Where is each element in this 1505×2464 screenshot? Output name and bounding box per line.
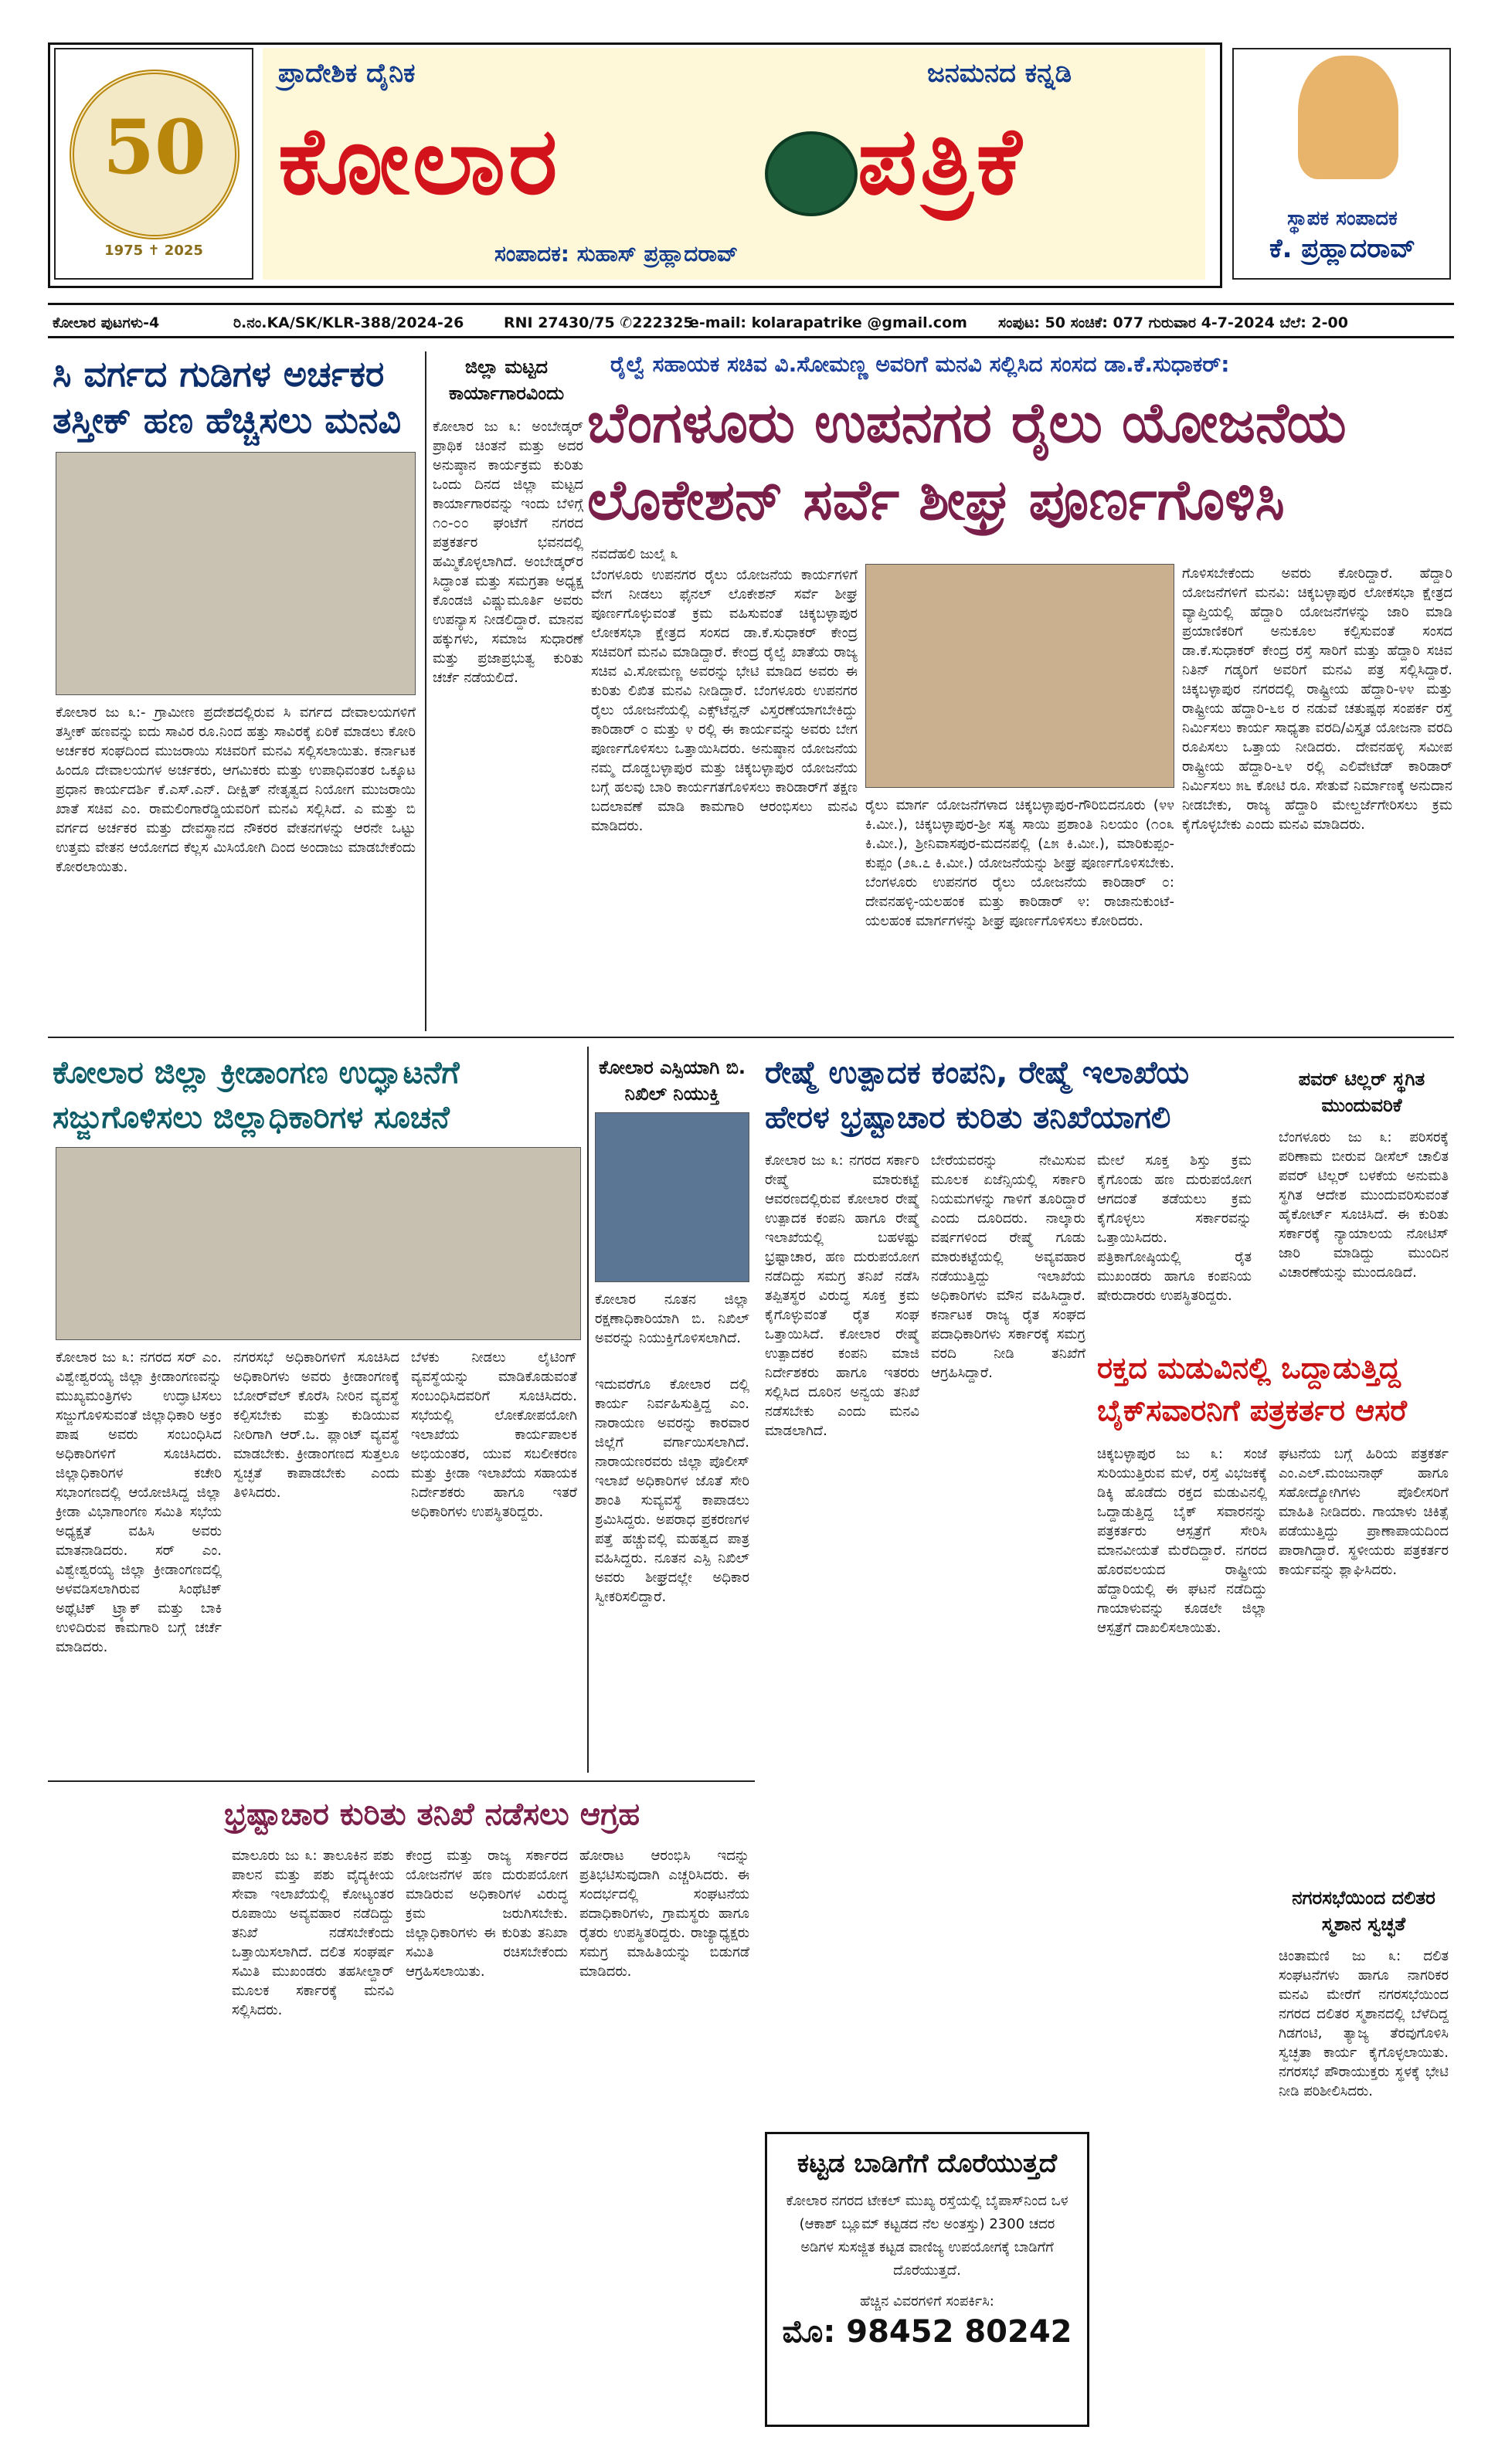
corruption-headline: ಭ್ರಷ್ಟಾಚಾರ ಕುರಿತು ತನಿಖೆ ನಡೆಸಲು ಆಗ್ರಹ [224, 1797, 640, 1832]
lead-body-col1: ಬೆಂಗಳೂರು ಉಪನಗರ ರೈಲು ಯೋಜನೆಯ ಕಾರ್ಯಗಳಿಗೆ ವೇಗ ನೀಡಲು ಫೈನಲ್ ಲೊಕೇಶನ್ ಸರ್ವೆ ಶೀಘ್ರ ಪೂರ್ಣಗೊಳ್ಳುವಂತೆ ಕ್ರಮ ವಹಿಸುವಂತೆ ಚಿಕ್ಕಬಳ್ಳಾಪುರ ಲೋಕಸಭಾ ಕ್ಷೇತ್ರದ ಸಂಸದ ಡಾ.ಕೆ.ಸುಧಾಕರ್ ಕೇಂದ್ರ ಸಚಿವರಿಗೆ ಮನವಿ ಮಾಡಿದ್ದಾರೆ. ಕೇಂದ್ರ ರೈಲ್ವೆ ಖಾತೆಯ ರಾಜ್ಯ ಸಚಿವ ವಿ.ಸೋಮಣ್ಣ ಅವರನ್ನು ಭೇಟಿ ಮಾಡಿದ ಅವರು ಈ ಕುರಿತು ಲಿಖಿತ ಮನವಿ ನೀಡಿದ್ದಾರೆ. ಬೆಂಗಳೂರು ಉಪನಗರ ರೈಲು ಯೋಜನೆಯಲ್ಲಿ ಎಕ್ಸ್‌ಟೆನ್ಷನ್ ವಿಸ್ತರಣೆಯಾಗಬೇಕಿದ್ದು ಕಾರಿಡಾರ್ ೦ ಮತ್ತು ೪ ರಲ್ಲಿ ಈ ಕಾರ್ಯವನ್ನು ಅವರು ಬೇಗ ಪೂರ್ಣಗೊಳಿಸಲು ಒತ್ತಾಯಿಸಿದರು. ಅನುಷ್ಠಾನ ಯೋಜನೆಯ ನಮ್ಮ ದೊಡ್ಡಬಳ್ಳಾಪುರ ಮತ್ತು ಚಿಕ್ಕಬಳ್ಳಾಪುರ ಯೋಜನೆಯ ಬಗ್ಗೆ ಹಲವು ಬಾರಿ ಕಾರ್ಯಗತಗೊಳಿಸಲು ಕಾರಿಡಾರ್‌ಗೆ ತಕ್ಷಣ ಬದಲಾವಣೆ ಮಾಡಿ ಕಾಮಗಾರಿ ಆರಂಭಿಸಲು ಮನವಿ ಮಾಡಿದರು. [591, 567, 858, 834]
jubilee-number: 50 [103, 104, 206, 191]
lead-photo [865, 564, 1174, 788]
ad-title: ಕಟ್ಟಡ ಬಾಡಿಗೆಗೆ ದೊರೆಯುತ್ತದೆ [797, 2148, 1058, 2179]
krida-body-col3: ಬೆಳಕು ನೀಡಲು ಲೈಟಿಂಗ್ ವ್ಯವಸ್ಥೆಯನ್ನು ಮಾಡಿಕೊಡುವಂತೆ ಸಂಬಂಧಿಸಿದವರಿಗೆ ಸೂಚಿಸಿದರು. ಸಭೆಯಲ್ಲಿ ಲೋಕೋಪಯೋಗಿ ಇಲಾಖೆಯ ಕಾರ್ಯಪಾಲಕ ಅಭಿಯಂತರ, ಯುವ ಸಬಲೀಕರಣ ಮತ್ತು ಕ್ರೀಡಾ ಇಲಾಖೆಯ ಸಹಾಯಕ ನಿರ್ದೇಶಕರು ಹಾಗೂ ಇತರೆ ಅಧಿಕಾರಿಗಳು ಉಪಸ್ಥಿತರಿದ್ದರು. [411, 1349, 577, 1520]
archaka-body: ಕೋಲಾರ ಜು ೩:- ಗ್ರಾಮೀಣ ಪ್ರದೇಶದಲ್ಲಿರುವ ಸಿ ವರ್ಗದ ದೇವಾಲಯಗಳಿಗೆ ತಸ್ತೀಕ್ ಹಣವನ್ನು ಐದು ಸಾವಿರ ರೂ.ನಿಂದ ಹತ್ತು ಸಾವಿರಕ್ಕೆ ಏರಿಕೆ ಮಾಡಲು ಕೋರಿ ಅರ್ಚಕರ ಸಂಘದಿಂದ ಮುಜರಾಯಿ ಸಚಿವರಿಗೆ ಮನವಿ ಸಲ್ಲಿಸಲಾಯಿತು. ಕರ್ನಾಟಕ ಹಿಂದೂ ದೇವಾಲಯಗಳ ಅರ್ಚಕರು, ಆಗಮಿಕರು ಮತ್ತು ಉಪಾಧಿವಂತರ ಒಕ್ಕೂಟ ಪ್ರಧಾನ ಕಾರ್ಯದರ್ಶಿ ಕೆ.ಎಸ್.ಎನ್. ದೀಕ್ಷಿತ್ ನೇತೃತ್ವದ ನಿಯೋಗ ಮುಜರಾಯಿ ಖಾತೆ ಸಚಿವ ಎಂ. ರಾಮಲಿಂಗಾರೆಡ್ಡಿಯವರಿಗೆ ಮನವಿ ಸಲ್ಲಿಸಿದೆ. ಎ ಮತ್ತು ಬಿ ವರ್ಗದ ಅರ್ಚಕರ ಮತ್ತು ದೇವಸ್ಥಾನದ ನೌಕರರ ವೇತನಗಳನ್ನು ಆರನೇ ಒಟ್ಟು ಉತ್ತಮ ವೇತನ ಆಯೋಗದ ಕೆಲ್ಲಸ ಮಿಸಿಯೋಗಿ ದಿಂದ ಅಂದಾಜು ಮಾಡಬೇಕೆಂದು ಕೋರಲಾಯಿತು. [56, 704, 416, 875]
corruption-body-col3: ಹೋರಾಟ ಆರಂಭಿಸಿ ಇದನ್ನು ಪ್ರತಿಭಟಿಸುವುದಾಗಿ ಎಚ್ಚರಿಸಿದರು. ಈ ಸಂದರ್ಭದಲ್ಲಿ ಸಂಘಟನೆಯ ಪದಾಧಿಕಾರಿಗಳು, ಗ್ರಾಮಸ್ಥರು ಹಾಗೂ ರೈತರು ಉಪಸ್ಥಿತರಿದ್ದರು. ರಾಜ್ಯಾಧ್ಯಕ್ಷರು ಸಮಗ್ರ ಮಾಹಿತಿಯನ್ನು ಬಿಡುಗಡೆ ಮಾಡಿದರು. [579, 1848, 749, 1980]
editor-line: ಸಂಪಾದಕ: ಸುಹಾಸ್ ಪ್ರಹ್ಲಾದರಾವ್ [494, 241, 739, 266]
nagarasabhe-body: ಚಿಂತಾಮಣಿ ಜು ೩: ದಲಿತ ಸಂಘಟನೆಗಳು ಹಾಗೂ ನಾಗರಿಕರ ಮನವಿ ಮೇರೆಗೆ ನಗರಸಭೆಯಿಂದ ನಗರದ ದಲಿತರ ಸ್ಮಶಾನದಲ್ಲಿ ಬೆಳೆದಿದ್ದ ಗಿಡಗಂಟಿ, ತ್ಯಾಜ್ಯ ತೆರವುಗೊಳಿಸಿ ಸ್ವಚ್ಛತಾ ಕಾರ್ಯ ಕೈಗೊಳ್ಳಲಾಯಿತು. ನಗರಸಭೆ ಪೌರಾಯುಕ್ತರು ಸ್ಥಳಕ್ಕೆ ಭೇಟಿ ನೀಡಿ ಪರಿಶೀಲಿಸಿದರು. [1279, 1948, 1449, 2099]
ad-phone: ಮೊ: 98452 80242 [782, 2314, 1072, 2350]
archaka-headline-1: ಸಿ ವರ್ಗದ ಗುಡಿಗಳ ಅರ್ಚಕರ [53, 353, 385, 395]
power-tiller-body: ಬೆಂಗಳೂರು ಜು ೩: ಪರಿಸರಕ್ಕೆ ಪರಿಣಾಮ ಬೀರುವ ಡೀಸೆಲ್ ಚಾಲಿತ ಪವರ್ ಟಿಲ್ಲರ್ ಬಳಕೆಯ ಅನುಮತಿ ಸ್ಥಗಿತ ಆದೇಶ ಮುಂದುವರಿಸುವಂತೆ ಹೈಕೋರ್ಟ್ ಸೂಚಿಸಿದೆ. ಈ ಕುರಿತು ಸರ್ಕಾರಕ್ಕೆ ನ್ಯಾಯಾಲಯ ನೋಟಿಸ್ ಜಾರಿ ಮಾಡಿದ್ದು ಮುಂದಿನ ವಿಚಾರಣೆಯನ್ನು ಮುಂದೂಡಿದೆ. [1279, 1129, 1449, 1281]
reshme-body-col3: ಮೇಲೆ ಸೂಕ್ತ ಶಿಸ್ತು ಕ್ರಮ ಕೈಗೊಂಡು ಹಣ ದುರುಪಯೋಗ ಆಗದಂತೆ ತಡೆಯಲು ಕ್ರಮ ಕೈಗೊಳ್ಳಲು ಸರ್ಕಾರವನ್ನು ಒತ್ತಾಯಿಸಿದರು. ಪತ್ರಿಕಾಗೋಷ್ಠಿಯಲ್ಲಿ ರೈತ ಮುಖಂಡರು ಹಾಗೂ ಕಂಪನಿಯ ಷೇರುದಾರರು ಉಪಸ್ಥಿತರಿದ್ದರು. [1097, 1152, 1252, 1304]
column-rule [425, 351, 426, 1031]
jilla-workshop-body: ಕೋಲಾರ ಜು ೩: ಅಂಬೇಡ್ಕರ್ ಪ್ರಾಥಿಕ ಚಿಂತನೆ ಮತ್ತು ಅದರ ಅನುಷ್ಠಾನ ಕಾರ್ಯಕ್ರಮ ಕುರಿತು ಒಂದು ದಿನದ ಜಿಲ್ಲಾ ಮಟ್ಟದ ಕಾರ್ಯಾಗಾರವನ್ನು ಇಂದು ಬೆಳಿಗ್ಗೆ ೧೦-೦೦ ಘಂಟೆಗೆ ನಗರದ ಪತ್ರಕರ್ತರ ಭವನದಲ್ಲಿ ಹಮ್ಮಿಕೊಳ್ಳಲಾಗಿದೆ. ಅಂಬೇಡ್ಕರ್‌ರ ಸಿದ್ಧಾಂತ ಮತ್ತು ಸಮಗ್ರತಾ ಅಧ್ಯಕ್ಷ ಕೊಂಡಜಿ ವಿಷ್ಣುಮೂರ್ತಿ ಅವರು ಉಪನ್ಯಾಸ ನೀಡಲಿದ್ದಾರೆ. ಮಾನವ ಹಕ್ಕುಗಳು, ಸಮಾಜ ಸುಧಾರಣೆ ಮತ್ತು ಪ್ರಜಾಪ್ರಭುತ್ವ ಕುರಿತು ಚರ್ಚೆ ನಡೆಯಲಿದೆ. [433, 419, 583, 686]
lead-dateline: ನವದೆಹಲಿ ಜುಲೈ ೩ [591, 546, 678, 562]
reshme-body-col1: ಕೋಲಾರ ಜು ೩: ನಗರದ ಸರ್ಕಾರಿ ರೇಷ್ಮೆ ಮಾರುಕಟ್ಟೆ ಆವರಣದಲ್ಲಿರುವ ಕೋಲಾರ ರೇಷ್ಮೆ ಉತ್ಪಾದಕ ಕಂಪನಿ ಹಾಗೂ ರೇಷ್ಮೆ ಇಲಾಖೆಯಲ್ಲಿ ಬಹಳಷ್ಟು ಭ್ರಷ್ಟಾಚಾರ, ಹಣ ದುರುಪಯೋಗ ನಡೆದಿದ್ದು ಸಮಗ್ರ ತನಿಖೆ ನಡೆಸಿ ತಪ್ಪಿತಸ್ಥರ ವಿರುದ್ಧ ಸೂಕ್ತ ಕ್ರಮ ಕೈಗೊಳ್ಳುವಂತೆ ರೈತ ಸಂಘ ಒತ್ತಾಯಿಸಿದೆ. ಕೋಲಾರ ರೇಷ್ಮೆ ಉತ್ಪಾದಕರ ಕಂಪನಿ ಮಾಜಿ ನಿರ್ದೇಶಕರು ಹಾಗೂ ಇತರರು ಸಲ್ಲಿಸಿದ ದೂರಿನ ಅನ್ವಯ ತನಿಖೆ ನಡೆಸಬೇಕು ಎಂದು ಮನವಿ ಮಾಡಲಾಗಿದೆ. [765, 1152, 919, 1439]
sp-photo [595, 1112, 749, 1282]
tagline-regional-daily: ಪ್ರಾದೇಶಿಕ ದೈನಿಕ [278, 58, 416, 89]
founder-label: ಸ್ಥಾಪಕ ಸಂಪಾದಕ [1287, 207, 1398, 230]
bike-body-col2: ಘಟನೆಯ ಬಗ್ಗೆ ಹಿರಿಯ ಪತ್ರಕರ್ತ ಎಂ.ಎಲ್.ಮಂಜುನಾಥ್ ಹಾಗೂ ಸಹೋದ್ಯೋಗಿಗಳು ಪೊಲೀಸರಿಗೆ ಮಾಹಿತಿ ನೀಡಿದರು. ಗಾಯಾಳು ಚಿಕಿತ್ಸೆ ಪಡೆಯುತ್ತಿದ್ದು ಪ್ರಾಣಾಪಾಯದಿಂದ ಪಾರಾಗಿದ್ದಾರೆ. ಸ್ಥಳೀಯರು ಪತ್ರಕರ್ತರ ಕಾರ್ಯವನ್ನು ಶ್ಲಾಘಿಸಿದರು. [1279, 1446, 1449, 1578]
rni-phone: RNI 27430/75 ✆222325 [504, 314, 694, 331]
nagarasabhe-sub: ನಗರಸಭೆಯಿಂದ ದಲಿತರ ಸ್ಮಶಾನ ಸ್ವಚ್ಛತೆ [1292, 1887, 1435, 1935]
corruption-body-col1: ಮಾಲೂರು ಜು ೩: ತಾಲೂಕಿನ ಪಶು ಪಾಲನ ಮತ್ತು ಪಶು ವೈದ್ಯಕೀಯ ಸೇವಾ ಇಲಾಖೆಯಲ್ಲಿ ಕೋಟ್ಯಂತರ ರೂಪಾಯಿ ಅವ್ಯವಹಾರ ನಡೆದಿದ್ದು ತನಿಖೆ ನಡೆಸಬೇಕೆಂದು ಒತ್ತಾಯಿಸಲಾಗಿದೆ. ದಲಿತ ಸಂಘರ್ಷ ಸಮಿತಿ ಮುಖಂಡರು ತಹಸೀಲ್ದಾರ್ ಮೂಲಕ ಸರ್ಕಾರಕ್ಕೆ ಮನವಿ ಸಲ್ಲಿಸಿದರು. [232, 1848, 394, 2018]
newspaper-title-left: ಕೋಲಾರ [278, 108, 561, 216]
issue-details: ಸಂಪುಟ: 50 ಸಂಚಿಕೆ: 077 ಗುರುವಾರ 4-7-2024 ಬೆಲೆ: 2-00 [998, 314, 1348, 331]
registration-number: ರಿ.ನಂ.KA/SK/KLR-388/2024-26 [233, 314, 464, 331]
founder-name: ಕೆ. ಪ್ರಹ್ಲಾದರಾವ್ [1269, 233, 1416, 264]
krida-body-col2: ನಗರಸಭೆ ಅಧಿಕಾರಿಗಳಿಗೆ ಸೂಚಿಸಿದ ಅಧಿಕಾರಿಗಳು ಅವರು ಕ್ರೀಡಾಂಗಣಕ್ಕೆ ಬೋರ್‌ವೆಲ್ ಕೊರೆಸಿ ನೀರಿನ ವ್ಯವಸ್ಥೆ ಕಲ್ಪಿಸಬೇಕು ಮತ್ತು ಕುಡಿಯುವ ನೀರಿಗಾಗಿ ಆರ್.ಒ. ಪ್ಲಾಂಟ್ ವ್ಯವಸ್ಥೆ ಮಾಡಬೇಕು. ಕ್ರೀಡಾಂಗಣದ ಸುತ್ತಲೂ ಸ್ವಚ್ಛತೆ ಕಾಪಾಡಬೇಕು ಎಂದು ತಿಳಿಸಿದರು. [233, 1349, 399, 1501]
reshme-headline-2: ಹೇರಳ ಭ್ರಷ್ಟಾಚಾರ ಕುರಿತು ತನಿಖೆಯಾಗಲಿ [765, 1100, 1171, 1135]
lead-headline-2: ಲೊಕೇಶನ್ ಸರ್ವೆ ಶೀಘ್ರ ಪೂರ್ಣಗೊಳಿಸಿ [587, 467, 1285, 532]
tagline-mirror: ಜನಮನದ ಕನ್ನಡಿ [927, 58, 1072, 89]
elephant-emblem-icon [765, 131, 858, 216]
section-rule [48, 1780, 755, 1782]
archaka-photo [56, 452, 416, 695]
email-address: e-mail: kolarapatrike @gmail.com [689, 314, 967, 331]
bike-body-col1: ಚಿಕ್ಕಬಳ್ಳಾಪುರ ಜು ೩: ಸಂಜೆ ಸುರಿಯುತ್ತಿರುವ ಮಳೆ, ರಸ್ತೆ ವಿಭಜಕಕ್ಕೆ ಡಿಕ್ಕಿ ಹೊಡೆದು ರಕ್ತದ ಮಡುವಿನಲ್ಲಿ ಒದ್ದಾಡುತ್ತಿದ್ದ ಬೈಕ್ ಸವಾರನನ್ನು ಪತ್ರಕರ್ತರು ಆಸ್ಪತ್ರೆಗೆ ಸೇರಿಸಿ ಮಾನವೀಯತೆ ಮೆರೆದಿದ್ದಾರೆ. ನಗರದ ಹೊರವಲಯದ ರಾಷ್ಟ್ರೀಯ ಹೆದ್ದಾರಿಯಲ್ಲಿ ಈ ಘಟನೆ ನಡೆದಿದ್ದು ಗಾಯಾಳುವನ್ನು ಕೂಡಲೇ ಜಿಲ್ಲಾ ಆಸ್ಪತ್ರೆಗೆ ದಾಖಲಿಸಲಾಯಿತು. [1097, 1446, 1267, 1636]
lead-photo-caption: ರೈಲು ಮಾರ್ಗ ಯೋಜನೆಗಳಾದ ಚಿಕ್ಕಬಳ್ಳಾಪುರ-ಗೌರಿಬಿದನೂರು (೪೪ ಕಿ.ಮೀ.), ಚಿಕ್ಕಬಳ್ಳಾಪುರ-ಶ್ರೀ ಸತ್ಯ ಸಾಯಿ ಪ್ರಶಾಂತಿ ನಿಲಯಂ (೧೦೩ ಕಿ.ಮೀ.), ಶ್ರೀನಿವಾಸಪುರ-ಮದನಪಲ್ಲಿ (೭೫ ಕಿ.ಮೀ.), ಮಾರಿಕುಪ್ಪಂ-ಕುಪ್ಪಂ (೨೩.೭ ಕಿ.ಮೀ.) ಯೋಜನೆಯನ್ನು ಶೀಘ್ರ ಪೂರ್ಣಗೊಳಿಸಬೇಕು. ಬೆಂಗಳೂರು ಉಪನಗರ ರೈಲು ಯೋಜನೆಯ ಕಾರಿಡಾರ್ ೦: ದೇವನಹಳ್ಳಿ-ಯಲಹಂಕ ಮತ್ತು ಕಾರಿಡಾರ್ ೪: ರಾಜಾನುಕುಂಟೆ-ಯಲಹಂಕ ಮಾರ್ಗಗಳನ್ನು ಶೀಘ್ರ ಪೂರ್ಣಗೊಳಿಸಲು ಕೋರಿದರು. [865, 797, 1174, 929]
lead-headline-1: ಬೆಂಗಳೂರು ಉಪನಗರ ರೈಲು ಯೋಜನೆಯ [587, 390, 1347, 455]
sp-caption: ಕೋಲಾರ ನೂತನ ಜಿಲ್ಲಾ ರಕ್ಷಣಾಧಿಕಾರಿಯಾಗಿ ಬಿ. ನಿಖಿಲ್ ಅವರನ್ನು ನಿಯುಕ್ತಿಗೊಳಿಸಲಾಗಿದೆ. [595, 1291, 749, 1346]
column-rule [587, 1047, 589, 1773]
power-tiller-sub: ಪವರ್ ಟಿಲ್ಲರ್ ಸ್ಥಗಿತ ಮುಂದುವರಿಕೆ [1298, 1068, 1425, 1116]
newspaper-title-right: ಪತ್ರಿಕೆ [858, 108, 1025, 216]
archaka-headline-2: ತಸ್ತೀಕ್ ಹಣ ಹೆಚ್ಚಿಸಲು ಮನವಿ [53, 399, 402, 441]
section-rule [48, 1037, 1454, 1038]
krida-headline-2: ಸಜ್ಜುಗೊಳಿಸಲು ಜಿಲ್ಲಾಧಿಕಾರಿಗಳ ಸೂಚನೆ [53, 1100, 450, 1135]
issue-info-bar [48, 303, 1454, 338]
reshme-body-col2: ಬೇರೆಯವರನ್ನು ನೇಮಿಸುವ ಮೂಲಕ ಏಜೆನ್ಸಿಯಲ್ಲಿ ಸರ್ಕಾರಿ ನಿಯಮಗಳನ್ನು ಗಾಳಿಗೆ ತೂರಿದ್ದಾರೆ ಎಂದು ದೂರಿದರು. ನಾಲ್ಕಾರು ವರ್ಷಗಳಿಂದ ರೇಷ್ಮೆ ಗೂಡು ಮಾರುಕಟ್ಟೆಯಲ್ಲಿ ಅವ್ಯವಹಾರ ನಡೆಯುತ್ತಿದ್ದು ಇಲಾಖೆಯ ಅಧಿಕಾರಿಗಳು ಮೌನ ವಹಿಸಿದ್ದಾರೆ. ಕರ್ನಾಟಕ ರಾಜ್ಯ ರೈತ ಸಂಘದ ಪದಾಧಿಕಾರಿಗಳು ಸರ್ಕಾರಕ್ಕೆ ಸಮಗ್ರ ವರದಿ ನೀಡಿ ತನಿಖೆಗೆ ಆಗ್ರಹಿಸಿದ್ದಾರೆ. [931, 1152, 1085, 1381]
ad-body: ಕೋಲಾರ ನಗರದ ಟೇಕಲ್ ಮುಖ್ಯ ರಸ್ತೆಯಲ್ಲಿ ಬೈಪಾಸ್‌ನಿಂದ ಒಳ (ಆಕಾಶ್ ಬ್ಲೂಮ್ ಕಟ್ಟಡದ ನೆಲ ಅಂತಸ್ತು) 2300 ಚದರ ಅಡಿಗಳ ಸುಸಜ್ಜಿತ ಕಟ್ಟಡ ವಾಣಿಜ್ಯ ಉಪಯೋಗಕ್ಕೆ ಬಾಡಿಗೆಗೆ ದೊರೆಯುತ್ತದೆ. [786, 2193, 1068, 2279]
founder-photo [1298, 56, 1398, 179]
jilla-workshop-sub: ಜಿಲ್ಲಾ ಮಟ್ಟದ ಕಾರ್ಯಾಗಾರವಿಂದು [448, 356, 565, 404]
edition-pages: ಕೋಲಾರ ಪುಟಗಳು-4 [53, 314, 160, 331]
rental-advertisement [765, 2132, 1089, 2427]
jubilee-logo [54, 48, 253, 280]
lead-body-col2: ಗೊಳಿಸಬೇಕೆಂದು ಅವರು ಕೋರಿದ್ದಾರೆ. ಹೆದ್ದಾರಿ ಯೋಜನೆಗಳಿಗೆ ಮನವಿ: ಚಿಕ್ಕಬಳ್ಳಾಪುರ ಲೋಕಸಭಾ ಕ್ಷೇತ್ರದ ವ್ಯಾಪ್ತಿಯಲ್ಲಿ ಹೆದ್ದಾರಿ ಯೋಜನೆಗಳನ್ನು ಜಾರಿ ಮಾಡಿ ಪ್ರಯಾಣಿಕರಿಗೆ ಅನುಕೂಲ ಕಲ್ಪಿಸುವಂತೆ ಸಂಸದ ಡಾ.ಕೆ.ಸುಧಾಕರ್ ಕೇಂದ್ರ ರಸ್ತೆ ಸಾರಿಗೆ ಮತ್ತು ಹೆದ್ದಾರಿ ಸಚಿವ ನಿತಿನ್ ಗಡ್ಕರಿಗೆ ಅವರಿಗೆ ಮನವಿ ಪತ್ರ ಸಲ್ಲಿಸಿದ್ದಾರೆ. ಚಿಕ್ಕಬಳ್ಳಾಪುರ ನಗರದಲ್ಲಿ ರಾಷ್ಟ್ರೀಯ ಹೆದ್ದಾರಿ-೪೪ ಮತ್ತು ರಾಷ್ಟ್ರೀಯ ಹೆದ್ದಾರಿ-೬೮ ರ ನಡುವೆ ಚತುಷ್ಪಥ ಸಂಪರ್ಕ ರಸ್ತೆ ನಿರ್ಮಿಸಲು ಕಾರ್ಯ ಸಾಧ್ಯತಾ ವರದಿ/ವಿಸ್ತೃತ ಯೋಜನಾ ವರದಿ ರೂಪಿಸಲು ಒತ್ತಾಯ ನೀಡಿದರು. ದೇವನಹಳ್ಳಿ ಸಮೀಪ ರಾಷ್ಟ್ರೀಯ ಹೆದ್ದಾರಿ-೬೪ ರಲ್ಲಿ ಎಲಿವೇಟೆಡ್ ಕಾರಿಡಾರ್ ನಿರ್ಮಿಸಲು ೫೬ ಕೋಟಿ ರೂ. ಸೇತುವೆ ನಿರ್ಮಾಣಕ್ಕೆ ಅನುದಾನ ನೀಡಬೇಕು, ರಾಜ್ಯ ಹೆದ್ದಾರಿ ಮೇಲ್ದರ್ಜೆಗೇರಿಸಲು ಕ್ರಮ ಕೈಗೊಳ್ಳಬೇಕು ಎಂದು ಮನವಿ ಮಾಡಿದರು. [1182, 565, 1452, 833]
krida-headline-1: ಕೋಲಾರ ಜಿಲ್ಲಾ ಕ್ರೀಡಾಂಗಣ ಉದ್ಘಾಟನೆಗೆ [53, 1055, 460, 1091]
ad-contact-label: ಹೆಚ್ಚಿನ ವಿವರಗಳಿಗೆ ಸಂಪರ್ಕಿಸಿ: [860, 2293, 994, 2310]
jubilee-emblem [70, 70, 240, 239]
bike-headline-1: ರಕ್ತದ ಮಡುವಿನಲ್ಲಿ ಒದ್ದಾಡುತ್ತಿದ್ದ [1097, 1351, 1401, 1385]
krida-meeting-photo [56, 1147, 581, 1340]
bike-headline-2: ಬೈಕ್‌ಸವಾರನಿಗೆ ಪತ್ರಕರ್ತರ ಆಸರೆ [1097, 1393, 1408, 1427]
jubilee-years: 1975 ✝ 2025 [104, 243, 203, 259]
sp-appointment-sub: ಕೋಲಾರ ಎಸ್ಪಿಯಾಗಿ ಬಿ. ನಿಖಿಲ್ ನಿಯುಕ್ತಿ [599, 1057, 746, 1105]
reshme-headline-1: ರೇಷ್ಮೆ ಉತ್ಪಾದಕ ಕಂಪನಿ, ರೇಷ್ಮೆ ಇಲಾಖೆಯ [765, 1055, 1190, 1091]
corruption-body-col2: ಕೇಂದ್ರ ಮತ್ತು ರಾಜ್ಯ ಸರ್ಕಾರದ ಯೋಜನೆಗಳ ಹಣ ದುರುಪಯೋಗ ಮಾಡಿರುವ ಅಧಿಕಾರಿಗಳ ವಿರುದ್ಧ ಕ್ರಮ ಜರುಗಿಸಬೇಕು. ಜಿಲ್ಲಾಧಿಕಾರಿಗಳು ಈ ಕುರಿತು ತನಿಖಾ ಸಮಿತಿ ರಚಿಸಬೇಕೆಂದು ಆಗ್ರಹಿಸಲಾಯಿತು. [406, 1848, 568, 1980]
sp-body: ಇದುವರೆಗೂ ಕೋಲಾರ ದಲ್ಲಿ ಕಾರ್ಯ ನಿರ್ವಹಿಸುತ್ತಿದ್ದ ಎಂ. ನಾರಾಯಣ ಅವರನ್ನು ಕಾರವಾರ ಜಿಲ್ಲೆಗೆ ವರ್ಗಾಯಿಸಲಾಗಿದೆ. ನಾರಾಯಣರವರು ಜಿಲ್ಲಾ ಪೊಲೀಸ್ ಇಲಾಖೆ ಅಧಿಕಾರಿಗಳ ಜೊತೆ ಸೇರಿ ಶಾಂತಿ ಸುವ್ಯವಸ್ಥೆ ಕಾಪಾಡಲು ಶ್ರಮಿಸಿದ್ದರು. ಅಪರಾಧ ಪ್ರಕರಣಗಳ ಪತ್ತೆ ಹಚ್ಚುವಲ್ಲಿ ಮಹತ್ವದ ಪಾತ್ರ ವಹಿಸಿದ್ದರು. ನೂತನ ಎಸ್ಪಿ ನಿಖಿಲ್ ಅವರು ಶೀಘ್ರದಲ್ಲೇ ಅಧಿಕಾರ ಸ್ವೀಕರಿಸಲಿದ್ದಾರೆ. [595, 1376, 749, 1605]
krida-body-col1: ಕೋಲಾರ ಜು ೩: ನಗರದ ಸರ್ ಎಂ. ವಿಶ್ವೇಶ್ವರಯ್ಯ ಜಿಲ್ಲಾ ಕ್ರೀಡಾಂಗಣವನ್ನು ಮುಖ್ಯಮಂತ್ರಿಗಳು ಉದ್ಘಾಟಿಸಲು ಸಜ್ಜುಗೊಳಿಸುವಂತೆ ಜಿಲ್ಲಾಧಿಕಾರಿ ಅಕ್ರಂ ಪಾಷ ಅವರು ಸಂಬಂಧಿಸಿದ ಅಧಿಕಾರಿಗಳಿಗೆ ಸೂಚಿಸಿದರು. ಜಿಲ್ಲಾಧಿಕಾರಿಗಳ ಕಚೇರಿ ಸಭಾಂಗಣದಲ್ಲಿ ಆಯೋಜಿಸಿದ್ದ ಜಿಲ್ಲಾ ಕ್ರೀಡಾ ವಿಭಾಗಾಂಗಣ ಸಮಿತಿ ಸಭೆಯ ಅಧ್ಯಕ್ಷತೆ ವಹಿಸಿ ಅವರು ಮಾತನಾಡಿದರು. ಸರ್ ಎಂ. ವಿಶ್ವೇಶ್ವರಯ್ಯ ಜಿಲ್ಲಾ ಕ್ರೀಡಾಂಗಣದಲ್ಲಿ ಅಳವಡಿಸಲಾಗಿರುವ ಸಿಂಥೆಟಿಕ್ ಅಥ್ಲೆಟಿಕ್ ಟ್ರ್ಯಾಕ್ ಮತ್ತು ಬಾಕಿ ಉಳಿದಿರುವ ಕಾಮಗಾರಿ ಬಗ್ಗೆ ಚರ್ಚೆ ಮಾಡಿದರು. [56, 1349, 222, 1655]
lead-kicker: ರೈಲ್ವೆ ಸಹಾಯಕ ಸಚಿವ ವಿ.ಸೋಮಣ್ಣ ಅವರಿಗೆ ಮನವಿ ಸಲ್ಲಿಸಿದ ಸಂಸದ ಡಾ.ಕೆ.ಸುಧಾಕರ್: [610, 351, 1230, 377]
